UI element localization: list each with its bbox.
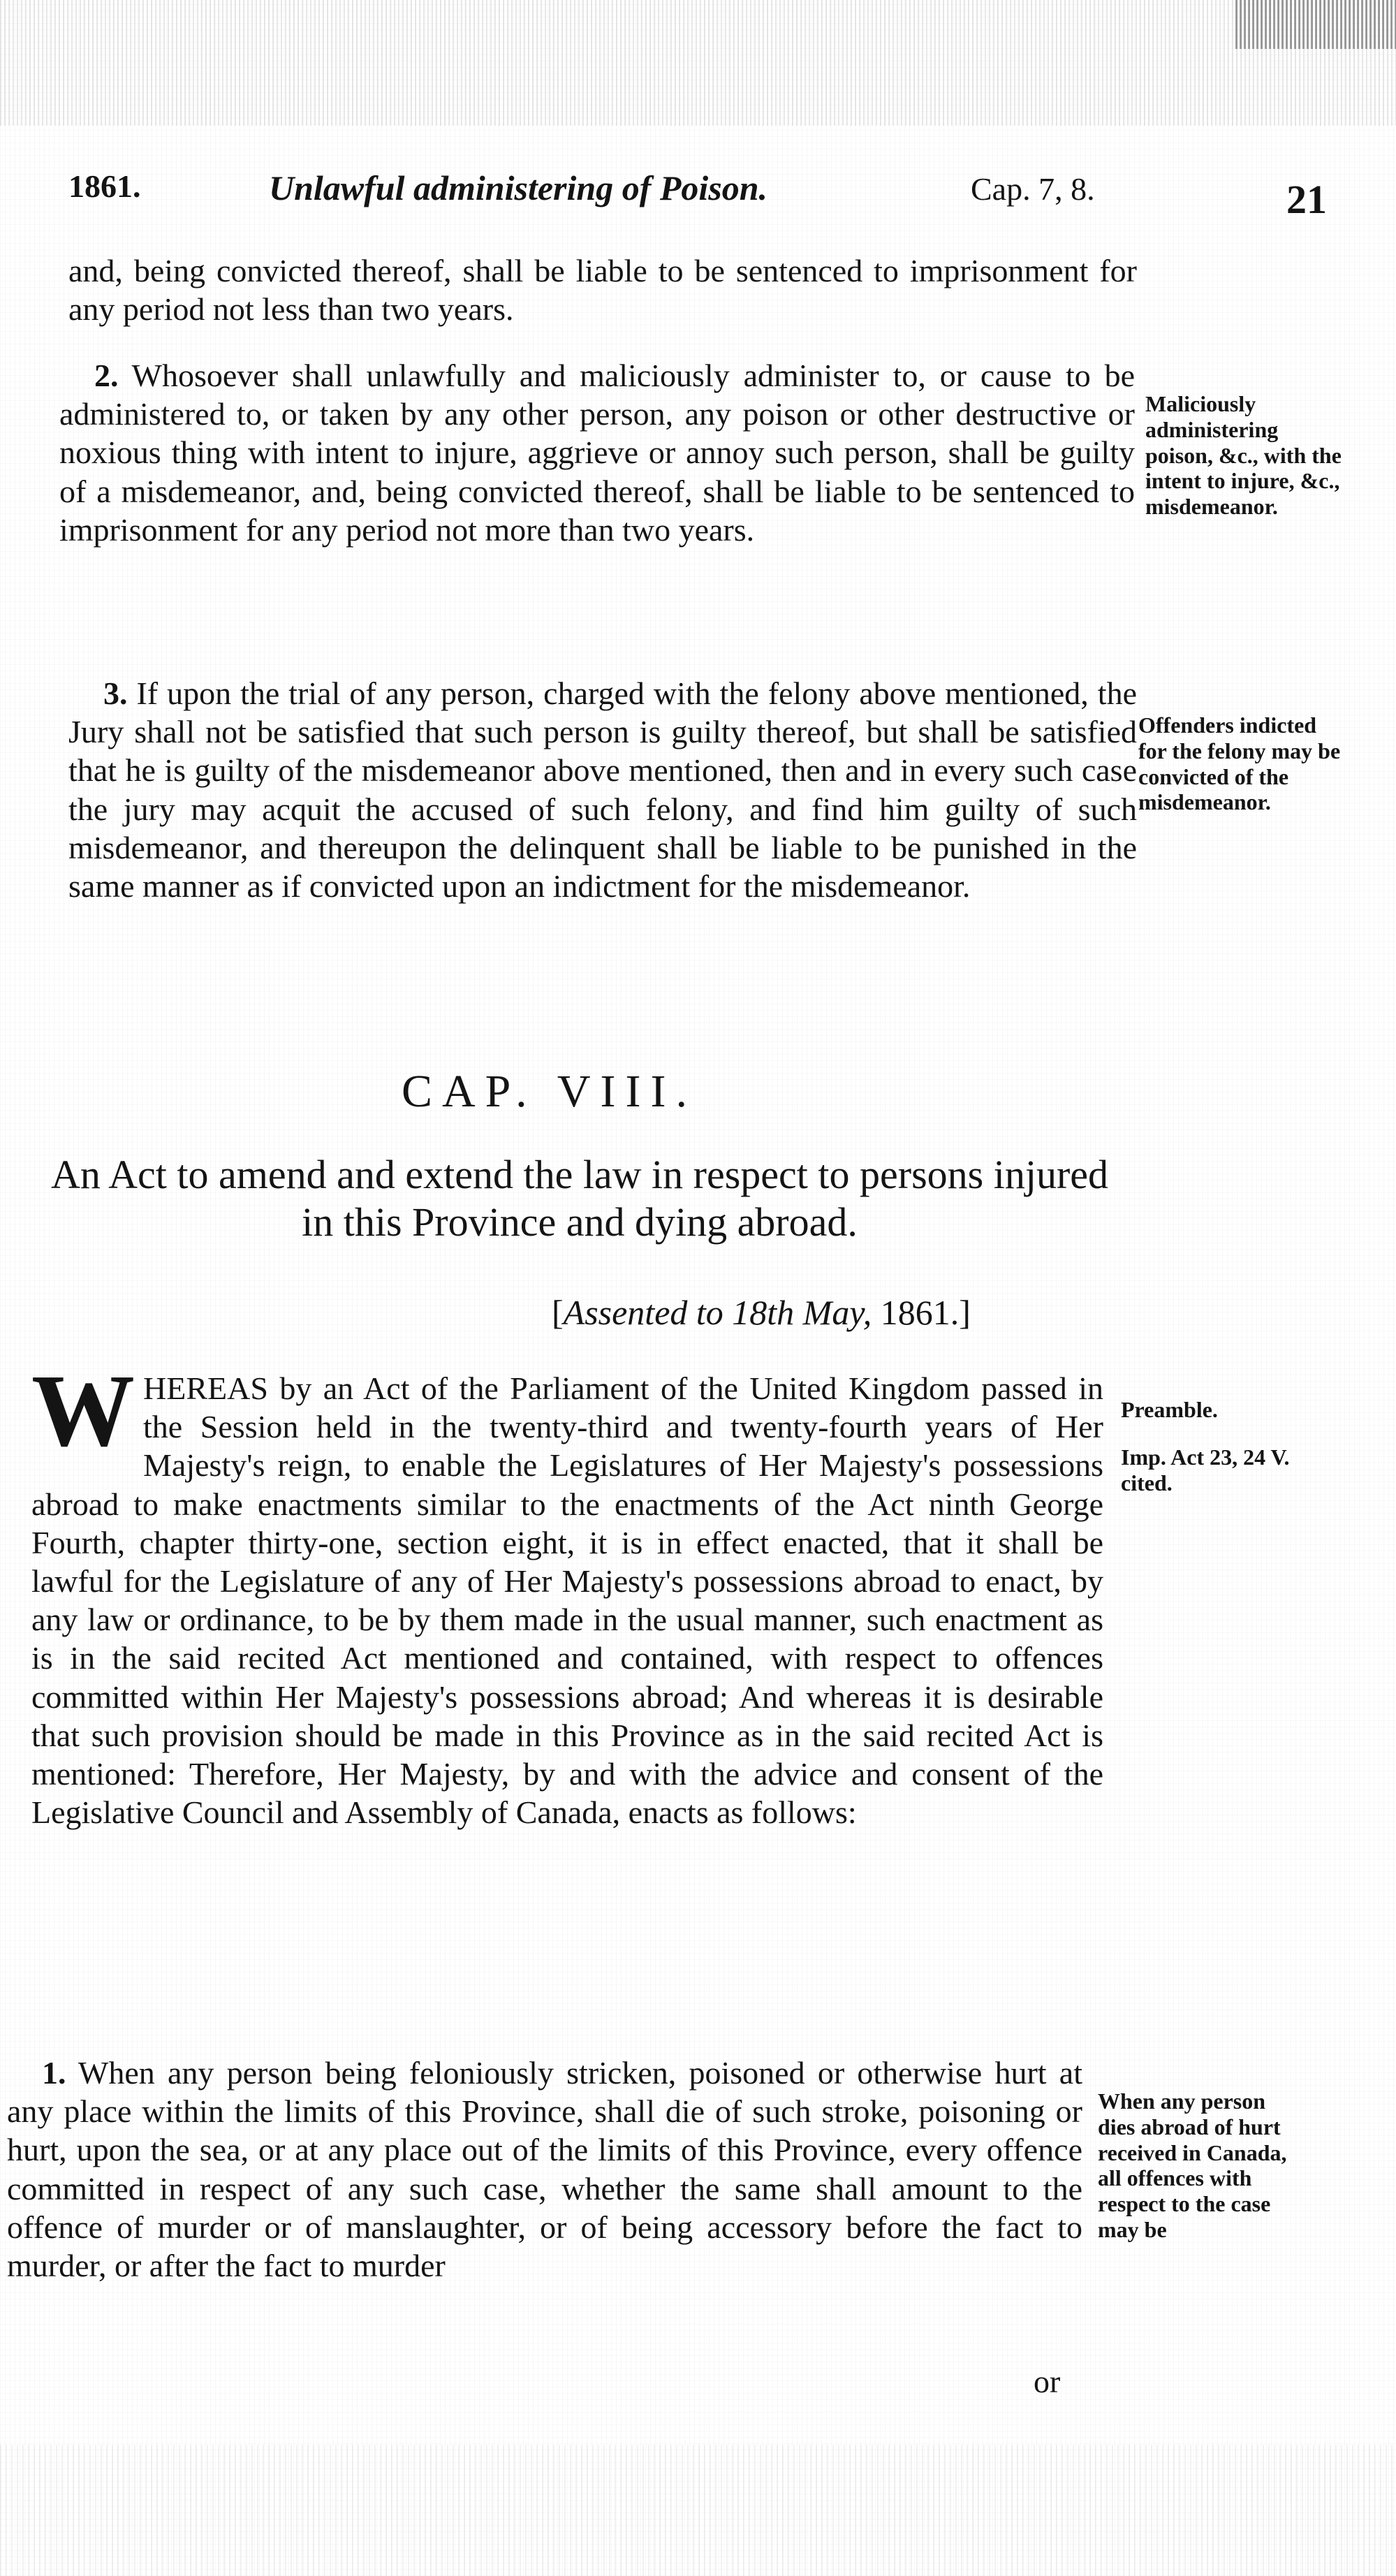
section-3-number: 3.	[103, 675, 128, 711]
margin-note-imperial-act: Imp. Act 23, 24 V. cited.	[1121, 1444, 1290, 1495]
header-chapters: Cap. 7, 8.	[971, 171, 1095, 207]
assent-label: Assented to 18th May,	[563, 1293, 872, 1332]
scan-noise-corner	[1235, 0, 1396, 49]
margin-note-preamble: Preamble.	[1121, 1397, 1218, 1422]
preamble-dropcap: W	[31, 1354, 135, 1468]
page-number: 21	[1286, 177, 1327, 222]
section-3	[68, 674, 1137, 905]
section-3-text: If upon the trial of any person, charged with the felony above mentioned, the Jury shall not be satisfied that such person is guilty thereof, but shall be satisfied that he is guilty of the misdemeanor above mentioned, then and in every such case the jury may acquit the accused of such felony, and find him guilty of such misdemeanor, and thereupon the delinquent shall be liable to be punished in the same manner as if convicted upon an indictment for the misdemeanor.	[68, 675, 1137, 904]
header-year: 1861.	[68, 168, 141, 204]
assent-date	[552, 1292, 971, 1333]
preamble-text: HEREAS by an Act of the Parliament of the United Kingdom passed in the Session held in the twenty-third and twenty-fourth years of Her Majesty's reign, to enable the Legislatures of Her Majesty's possessions abroad to make enactments similar to the enactments of the Act ninth George Fourth, chapter thirty-one, section eight, it is in effect enacted, that it shall be lawful for the Legislature of any of Her Majesty's possessions abroad to enact, by any law or ordinance, to be by them made in the usual manner, such enactment as is in the said recited Act mentioned and contained, with respect to offences committed within Her Majesty's possessions abroad; And whereas it is desirable that such provision should be made in this Province as in the said recited Act is mentioned: Therefore, Her Majesty, by and with the advice and consent of the Legislative Council and Assembly of Canada, enacts as follows:	[31, 1370, 1103, 1831]
act-title: An Act to amend and extend the law in respect to persons injured in this Province and dying abroad.	[50, 1152, 1109, 1245]
scan-noise-bottom	[0, 2445, 1396, 2576]
section-continuation: and, being convicted thereof, shall be liable to be sentenced to imprisonment for any period not less than two years.	[68, 253, 1137, 328]
running-header	[0, 168, 1396, 222]
section-2	[59, 356, 1135, 549]
assent-open-bracket: [	[552, 1293, 564, 1332]
section-2-number: 2.	[94, 358, 119, 393]
header-title: Unlawful administering of Poison.	[269, 168, 768, 207]
section-1-number: 1.	[42, 2055, 66, 2091]
scan-noise-top	[0, 0, 1396, 126]
section-1	[7, 2054, 1082, 2285]
section-1-text: When any person being feloniously stricken, poisoned or otherwise hurt at any place within the limits of this Province, shall die of such stroke, poisoning or hurt, upon the sea, or at any place out of the limits of this Province, every offence committed in respect of any such case, whether the same shall amount to the offence of murder or of manslaughter, or of being accessory before the fact to murder, or after the fact to murder	[7, 2055, 1082, 2283]
preamble	[31, 1354, 1103, 1831]
margin-note-section-2: Maliciously administering poison, &c., with the intent to injure, &c., misdemeanor.	[1145, 391, 1342, 520]
cap-heading: CAP. VIII.	[402, 1066, 697, 1117]
section-2-text: Whosoever shall unlawfully and maliciously administer to, or cause to be administered to, or taken by any other person, any poison or other destructive or noxious thing with intent to injure, aggrieve or annoy such person, shall be guilty of a misdemeanor, and, being convicted thereof, shall be liable to be sentenced to imprisonment for any period not more than two years.	[59, 358, 1136, 548]
assent-year: 1861.]	[880, 1293, 971, 1332]
margin-note-section-3: Offenders indicted for the felony may be convicted of the misdemeanor.	[1138, 712, 1341, 815]
catchword: or	[1034, 2364, 1061, 2399]
margin-note-section-1: When any person dies abroad of hurt received in Canada, all offences with respect to the case may be	[1098, 2088, 1287, 2242]
